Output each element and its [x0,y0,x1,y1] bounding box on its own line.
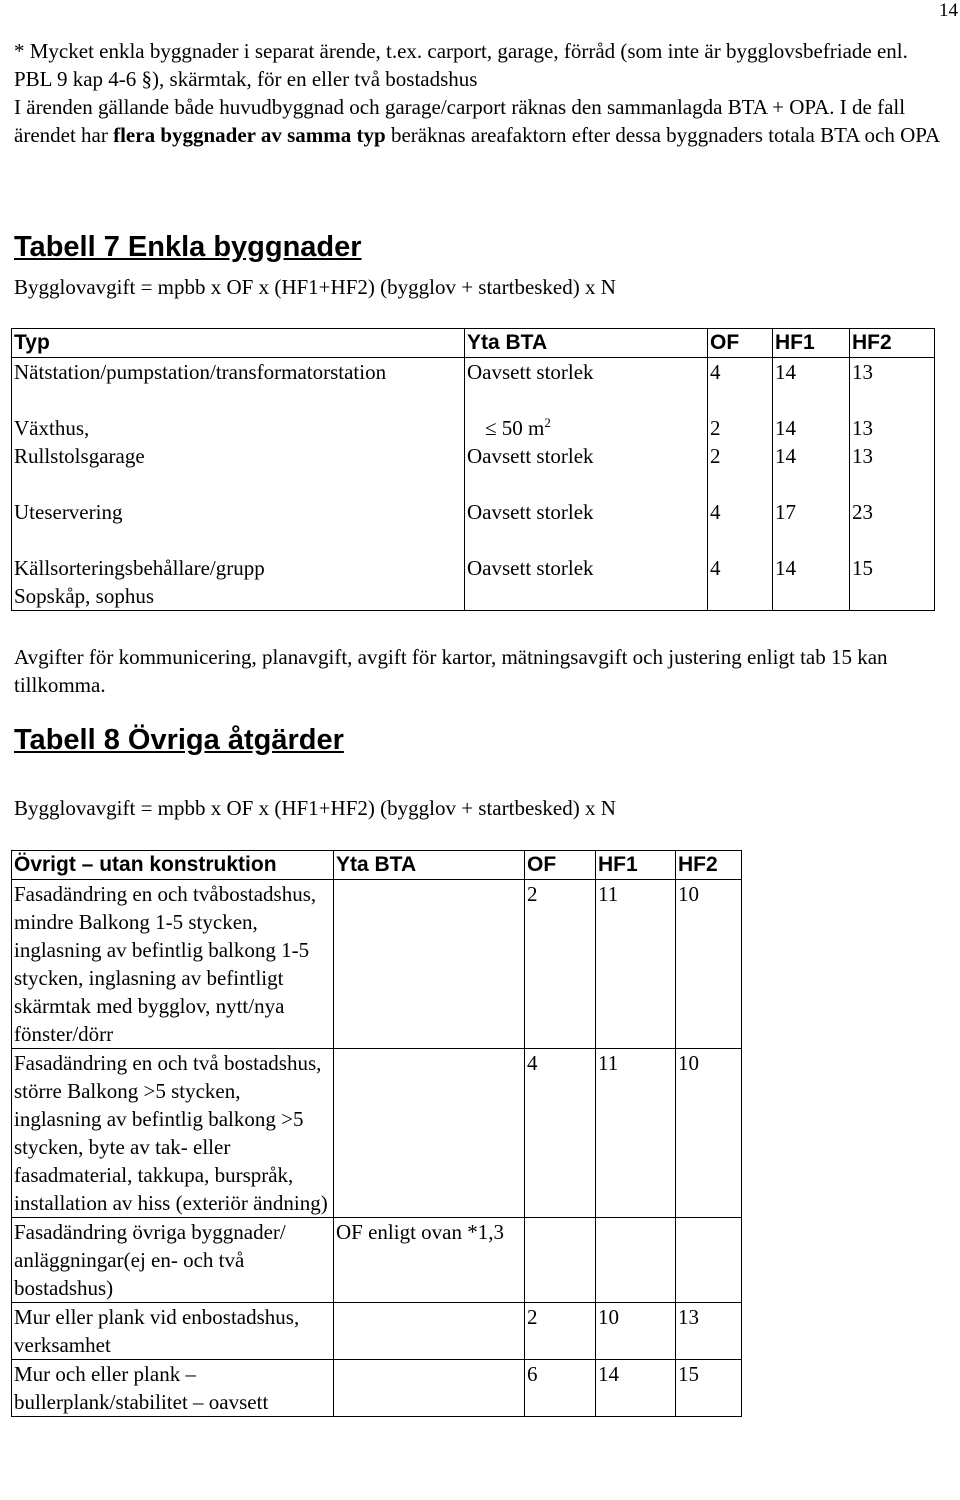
spacer-row [12,470,935,498]
spacer-row [12,526,935,554]
table8-formula: Bygglovavgift = mpbb x OF x (HF1+HF2) (bygglov + startbesked) x N [14,796,616,820]
cell-hf1: 14 [773,358,850,387]
intro-line-1: * Mycket enkla byggnader i separat ärende, t.ex. carport, garage, förråd (som inte är bygglovsbefriade enl. PBL 9 kap 4-6 §), skärmtak, för en eller två bostadshus [14,39,908,91]
cell-text: Fasadändring övriga byggnader/ anläggningar(ej en- och två bostadshus) [12,1218,334,1303]
cell-text: Mur och eller plank – bullerplank/stabilitet – oavsett [12,1360,334,1417]
cell-hf2: 15 [676,1360,742,1417]
table-row [12,880,742,1049]
table8-header-hf1: HF1 [596,851,676,880]
table8-header-hf2: HF2 [676,851,742,880]
cell-yta [334,1360,525,1417]
table7-header-hf1: HF1 [773,329,850,358]
cell-yta [465,414,708,442]
cell-yta: Oavsett storlek [465,498,708,526]
intro-line-2 [14,93,944,149]
cell-hf1 [596,1218,676,1303]
spacer-row [12,386,935,414]
cell-yta-text: ≤ 50 m [485,416,545,440]
intro-line-3-pre: I de fall ärendet har [14,95,906,147]
cell-text: Fasadändring en och tvåbostadshus, mindre Balkong 1-5 stycken, inglasning av befintlig balkong 1-5 stycken, inglasning av befintligt skärmtak med bygglov, nytt/nya fönster/dörr [12,880,334,1049]
intro-line-3-bold: flera byggnader av samma typ [113,123,386,147]
table-row [12,498,935,526]
table8-header-of: OF [525,851,596,880]
cell-typ: Nätstation/pumpstation/transformatorstation [12,358,465,387]
table7-title: Tabell 7 Enkla byggnader [14,231,362,263]
cell-of: 2 [525,1303,596,1360]
cell-typ-line-2: Sopskåp, sophus [14,584,155,608]
cell-of: 2 [708,442,773,470]
cell-hf1: 14 [773,554,850,611]
table8-header-ovrigt: Övrigt – utan konstruktion [12,851,334,880]
table8-title: Tabell 8 Övriga åtgärder [14,724,344,756]
table7 [11,328,935,611]
cell-yta [334,880,525,1049]
table8-header-yta: Yta BTA [334,851,525,880]
intro-line-2-text: I ärenden gällande både huvudbyggnad och garage/carport räknas den sammanlagda BTA + OPA. [14,95,835,119]
cell-hf2: 13 [850,358,935,387]
cell-of: 4 [708,554,773,611]
table-row [12,1218,742,1303]
cell-of: 2 [708,414,773,442]
cell-typ: Växthus, [12,414,465,442]
cell-yta: Oavsett storlek [465,442,708,470]
table-row [12,414,935,442]
cell-typ: Uteservering [12,498,465,526]
table-row [12,1360,742,1417]
cell-hf1: 11 [596,880,676,1049]
intro-line-3-post: beräknas areafaktorn efter dessa byggnaders totala BTA och OPA [385,123,941,147]
cell-hf1: 11 [596,1049,676,1218]
cell-hf1: 14 [773,442,850,470]
cell-yta: Oavsett storlek [465,554,708,611]
table-row [12,358,935,387]
table-row [12,1049,742,1218]
cell-hf1: 14 [596,1360,676,1417]
table7-header-typ: Typ [12,329,465,358]
cell-of: 4 [708,358,773,387]
cell-hf1: 10 [596,1303,676,1360]
cell-of: 6 [525,1360,596,1417]
cell-hf2: 15 [850,554,935,611]
table-row [12,554,935,611]
cell-typ: Rullstolsgarage [12,442,465,470]
table7-header-yta: Yta BTA [465,329,708,358]
page-number: 14 [939,0,958,21]
table7-header-of: OF [708,329,773,358]
cell-hf1: 14 [773,414,850,442]
cell-of [525,1218,596,1303]
cell-text: Fasadändring en och två bostadshus, större Balkong >5 stycken, inglasning av befintlig balkong >5 stycken, byte av tak- eller fasadmaterial, takkupa, burspråk, installation av hiss (exteriör ändning) [12,1049,334,1218]
table7-formula: Bygglovavgift = mpbb x OF x (HF1+HF2) (bygglov + startbesked) x N [14,275,616,299]
table7-note: Avgifter för kommunicering, planavgift, avgift för kartor, mätningsavgift och justering enligt tab 15 kan tillkomma. [14,645,888,697]
cell-hf2 [676,1218,742,1303]
cell-of: 4 [525,1049,596,1218]
cell-hf2: 13 [850,442,935,470]
cell-yta-superscript: 2 [544,415,551,430]
cell-text: Mur eller plank vid enbostadshus, verksamhet [12,1303,334,1360]
cell-yta: OF enligt ovan *1,3 [334,1218,525,1303]
cell-yta [334,1303,525,1360]
cell-of: 2 [525,880,596,1049]
table8 [11,850,742,1417]
cell-hf2: 10 [676,880,742,1049]
table7-header-row [12,329,935,358]
cell-typ [12,554,465,611]
table-row [12,1303,742,1360]
cell-hf2: 13 [850,414,935,442]
table7-header-hf2: HF2 [850,329,935,358]
cell-of: 4 [708,498,773,526]
table8-header-row [12,851,742,880]
cell-hf2: 13 [676,1303,742,1360]
cell-yta [334,1049,525,1218]
intro-text [14,37,944,149]
cell-yta: Oavsett storlek [465,358,708,387]
cell-hf2: 10 [676,1049,742,1218]
cell-typ-line-1: Källsorteringsbehållare/grupp [14,556,265,580]
cell-hf1: 17 [773,498,850,526]
cell-hf2: 23 [850,498,935,526]
table-row [12,442,935,470]
